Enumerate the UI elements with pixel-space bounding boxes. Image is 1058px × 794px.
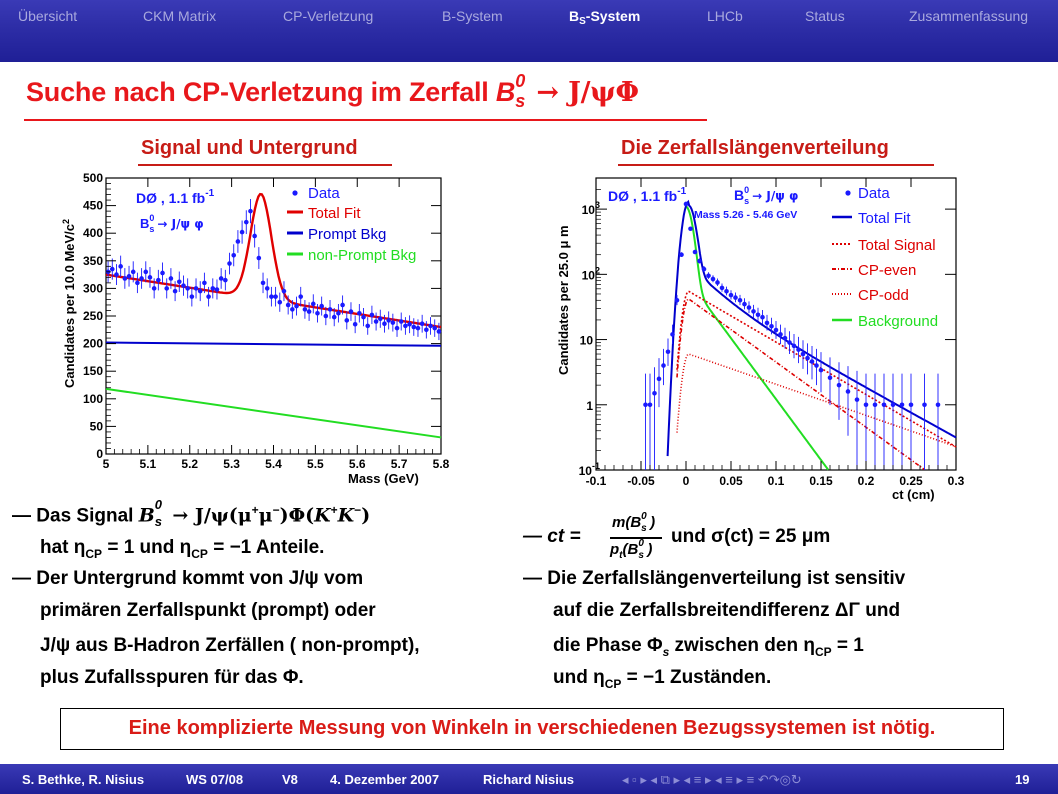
right-data-point <box>855 397 860 402</box>
lb1-g: )Φ( <box>279 504 315 527</box>
rb1-den-end: ) <box>647 541 653 558</box>
rb1-num-end: ) <box>650 514 656 531</box>
left-data-point <box>139 276 144 281</box>
left-data-point <box>432 326 437 331</box>
lb1-e: μ <box>258 504 273 527</box>
left-data-point <box>181 283 186 288</box>
rb5-b: = −1 Zuständen. <box>621 667 772 688</box>
left-bullet-1-line-2 <box>40 537 324 561</box>
left-data-point <box>219 276 224 281</box>
right-data-point <box>679 252 684 257</box>
left-data-point <box>353 322 358 327</box>
decay-length-plot <box>548 170 968 508</box>
left-xtick-label: 5.3 <box>223 457 240 471</box>
right-ytick-label: $10^2$ <box>581 265 600 283</box>
left-data-point <box>206 294 211 299</box>
right-bullet-2-line-2: auf die Zerfallsbreitendifferenz ΔΓ und <box>553 600 901 621</box>
lb1-i: + <box>330 503 338 517</box>
right-data-point <box>652 391 657 396</box>
right-section-underline <box>618 164 934 166</box>
left-data-point <box>152 286 157 291</box>
left-data-point <box>319 304 324 309</box>
left-data-point <box>202 281 207 286</box>
left-xtick-label: 5.2 <box>181 457 199 471</box>
left-data-point <box>173 289 178 294</box>
right-xtick-label: 0 <box>682 474 690 488</box>
right-plot-xlabel: ct (cm) <box>892 487 935 502</box>
left-ytick-label: 200 <box>82 336 103 351</box>
rb1-frac-den <box>610 538 653 561</box>
left-data-point <box>118 264 123 269</box>
title-prefix: Suche nach CP-Verletzung im Zerfall <box>26 77 496 107</box>
left-xtick-label: 5.1 <box>139 457 157 471</box>
left-plot-xlabel: Mass (GeV) <box>348 471 419 486</box>
left-data-point <box>164 286 169 291</box>
left-ytick-label: 400 <box>82 226 103 241</box>
right-xtick-label: 0.15 <box>809 474 833 488</box>
right-bullet-2-line-4 <box>553 667 771 691</box>
left-data-point <box>123 276 128 281</box>
lb2-b: = 1 und η <box>102 537 192 558</box>
right-data-point <box>643 402 648 407</box>
left-data-point <box>210 286 215 291</box>
left-data-point <box>110 267 115 272</box>
right-data-point <box>666 349 671 354</box>
nav-item-ckm-matrix[interactable]: CKM Matrix <box>143 8 217 24</box>
lb2-c: = −1 Anteile. <box>207 537 325 558</box>
right-legend-cp-even: CP-even <box>858 262 917 279</box>
title-underline <box>24 119 707 121</box>
nav-item-status[interactable]: Status <box>805 8 845 24</box>
right-data-point <box>738 298 743 303</box>
right-data-point <box>657 377 662 382</box>
left-data-point <box>324 314 329 319</box>
rb4-b: zwischen den η <box>669 635 815 656</box>
nav-item-bs-b: B <box>569 8 580 24</box>
left-data-point <box>378 316 383 321</box>
left-data-point <box>131 270 136 275</box>
lb1-h: K <box>314 504 331 527</box>
footer-semester: WS 07/08 <box>186 772 244 787</box>
left-data-point <box>190 294 195 299</box>
left-xtick-label: 5.4 <box>265 457 282 471</box>
right-ytick-label: 10 <box>579 333 593 348</box>
left-data-point <box>198 289 203 294</box>
left-ytick-label: 450 <box>82 198 103 213</box>
left-data-point <box>282 289 287 294</box>
right-legend-total-fit: Total Fit <box>858 210 911 227</box>
lb2-a: hat η <box>40 537 86 558</box>
left-data-point <box>169 276 174 281</box>
right-data-point <box>742 302 747 307</box>
right-data-point <box>693 250 698 255</box>
left-data-point <box>416 326 421 331</box>
left-data-point <box>386 318 391 323</box>
left-ytick-label: 250 <box>82 309 103 323</box>
right-legend-background: Background <box>858 313 939 330</box>
right-data-point <box>801 352 806 357</box>
title-b: B <box>495 77 516 107</box>
left-data-point <box>370 313 375 318</box>
left-data-point <box>194 286 199 291</box>
lb2-sub2: CP <box>191 546 208 561</box>
rb4-c: = 1 <box>831 635 864 656</box>
title-jpsi: J/ψΦ <box>568 77 639 108</box>
left-legend-nonprompt: non-Prompt Bkg <box>308 247 417 264</box>
right-xtick-label: 0.1 <box>767 474 785 488</box>
lb1-b: B <box>138 504 155 527</box>
nav-item-bs-suffix: -System <box>585 8 641 24</box>
right-data-point <box>720 286 725 291</box>
rb1-den-a: p <box>610 541 620 558</box>
right-data-point <box>769 324 774 329</box>
left-data-point <box>286 303 291 308</box>
left-data-point <box>290 307 295 312</box>
left-data-point <box>349 309 354 314</box>
right-data-point <box>711 277 716 282</box>
footer-date: 4. Dezember 2007 <box>330 772 440 787</box>
right-data-point <box>828 375 833 380</box>
left-data-point <box>127 274 132 279</box>
right-data-point <box>909 402 914 407</box>
footer-authors: S. Bethke, R. Nisius <box>22 772 145 787</box>
left-data-point <box>227 261 232 266</box>
left-data-point <box>407 322 412 327</box>
left-data-point <box>437 329 442 334</box>
left-data-point <box>374 319 379 324</box>
rb1-den-sup: 0 <box>638 538 644 549</box>
right-data-point <box>670 332 675 337</box>
title-arrow: → <box>527 77 569 108</box>
left-plot-ylabel: Candidates per 10.0 MeV/$c^2$ <box>61 218 77 388</box>
left-data-point <box>420 321 425 326</box>
right-xtick-label: -0.05 <box>627 474 655 488</box>
left-data-point <box>148 275 153 280</box>
right-ytick-label: $10^3$ <box>581 200 600 218</box>
right-data-point <box>846 389 851 394</box>
left-xtick-label: 5.7 <box>390 457 408 471</box>
right-xtick-label: 0.2 <box>857 474 875 488</box>
lb1-l: ) <box>361 504 371 527</box>
right-data-point <box>936 402 941 407</box>
right-data-point <box>873 402 878 407</box>
right-data-point <box>814 363 819 368</box>
lb1-c: → J/ψ(μ <box>165 504 252 527</box>
left-data-point <box>143 270 148 275</box>
rb1-ct-a: — ct = <box>523 526 581 547</box>
left-legend-prompt: Prompt Bkg <box>308 226 387 243</box>
right-data-point <box>751 309 756 314</box>
right-xtick-label: 0.25 <box>899 474 923 488</box>
lb2-sub1: CP <box>85 546 103 561</box>
left-data-point <box>328 307 333 312</box>
left-data-point <box>357 311 362 316</box>
left-data-point <box>248 209 253 214</box>
right-xtick-label: 0.3 <box>947 474 965 488</box>
nav-item-uebersicht[interactable]: Übersicht <box>18 8 78 24</box>
right-data-point <box>805 356 810 361</box>
right-data-point <box>765 321 770 326</box>
left-bullet-2-line-1: — Der Untergrund kommt von J/ψ vom <box>12 568 364 589</box>
right-data-point <box>787 340 792 345</box>
right-data-point <box>747 305 752 310</box>
legend-data-marker <box>292 190 297 195</box>
right-data-point <box>760 315 765 320</box>
left-data-point <box>303 307 308 312</box>
lb1-f: − <box>272 503 280 517</box>
left-xtick-label: 5 <box>102 457 110 471</box>
left-data-point <box>391 320 396 325</box>
rb1-frac-num-a: m(B <box>612 514 642 531</box>
left-data-point <box>265 286 270 291</box>
nav-item-b-system[interactable]: B-System <box>442 8 503 24</box>
left-data-point <box>269 294 274 299</box>
left-ytick-label: 350 <box>82 253 103 268</box>
footer-navigation-symbols[interactable]: ◂ ▫ ▸ ◂ ⧉ ▸ ◂ ≡ ▸ ◂ ≡ ▸ ≡ ↶↷◎↻ <box>622 772 802 787</box>
left-data-point <box>336 311 341 316</box>
left-xtick-label: 5.5 <box>307 457 324 471</box>
left-section-heading: Signal und Untergrund <box>141 137 358 159</box>
nav-item-bs-system[interactable] <box>569 8 640 26</box>
left-data-point <box>156 278 161 283</box>
nav-item-cp-verletzung[interactable]: CP-Verletzung <box>283 8 374 24</box>
left-data-point <box>273 294 278 299</box>
left-data-point <box>395 326 400 331</box>
title-sub: s <box>515 91 526 111</box>
right-xtick-label: -0.1 <box>585 474 607 488</box>
footer-speaker: Richard Nisius <box>483 772 575 787</box>
left-data-point <box>365 324 370 329</box>
left-ytick-label: 0 <box>96 447 103 461</box>
top-navigation-bar <box>0 0 1058 62</box>
left-bullet-2-line-3: J/ψ aus B-Hadron Zerfällen ( non-prompt), <box>40 635 420 656</box>
right-data-point <box>706 273 711 278</box>
left-data-point <box>294 304 299 309</box>
title-sup: 0 <box>515 71 526 91</box>
left-data-point <box>332 315 337 320</box>
left-ytick-label: 50 <box>89 419 103 434</box>
left-data-point <box>403 324 408 329</box>
left-ytick-label: 100 <box>82 391 103 406</box>
fraction-bar <box>610 537 662 539</box>
right-bullet-2-line-3 <box>553 635 864 659</box>
left-legend-data: Data <box>308 185 340 202</box>
left-decay-label: $B^0$ s → J/ψ φ <box>140 213 204 234</box>
left-data-point <box>231 253 236 258</box>
left-data-point <box>240 230 245 235</box>
left-data-point <box>135 281 140 286</box>
right-bullet-2-line-1: — Die Zerfallslängenverteilung ist sensitiv <box>523 568 906 589</box>
conclusion-callout: Eine komplizierte Messung von Winkeln in verschiedenen Bezugssystemen ist nötig. <box>60 708 1004 750</box>
footer-page-number: 19 <box>1015 772 1030 787</box>
right-data-point <box>810 359 815 364</box>
right-data-point <box>729 293 734 298</box>
right-data-point <box>648 402 653 407</box>
lb1-j: K <box>337 504 355 527</box>
left-data-point <box>344 318 349 323</box>
left-data-point <box>411 325 416 330</box>
right-legend-total-signal: Total Signal <box>858 237 936 254</box>
rb4-sub2: CP <box>814 644 832 659</box>
lb1-sup: 0 <box>154 497 162 512</box>
left-data-point <box>315 311 320 316</box>
right-ytick-label: $10^{-1}$ <box>578 461 600 478</box>
left-xtick-label: 5.6 <box>348 457 366 471</box>
rb5-sub: CP <box>604 676 622 691</box>
right-data-point <box>774 328 779 333</box>
rb1-den-mid: (B <box>622 541 639 558</box>
right-section-heading: Die Zerfallslängenverteilung <box>621 137 889 159</box>
right-mass-window: Mass 5.26 - 5.46 GeV <box>694 209 798 221</box>
left-ytick-label: 150 <box>82 364 103 379</box>
left-section-underline <box>138 164 392 166</box>
left-data-point <box>277 300 282 305</box>
right-legend-data: Data <box>858 185 890 202</box>
left-data-point <box>311 302 316 307</box>
right-data-point <box>796 347 801 352</box>
right-data-point <box>715 280 720 285</box>
right-data-point <box>688 226 693 231</box>
right-data-point <box>837 383 842 388</box>
left-data-point <box>428 324 433 329</box>
left-bullet-2-line-2: primären Zerfallspunkt (prompt) oder <box>40 600 376 621</box>
right-xtick-label: 0.05 <box>719 474 743 488</box>
right-data-point <box>864 402 869 407</box>
left-data-point <box>340 303 345 308</box>
right-data-point <box>756 312 761 317</box>
left-data-point <box>160 271 165 276</box>
rb1-frac-num <box>612 511 656 534</box>
left-legend-total-fit: Total Fit <box>308 205 361 222</box>
rb1-den-sub2: s <box>638 550 644 561</box>
right-data-point <box>778 332 783 337</box>
left-data-point <box>177 279 182 284</box>
right-data-point <box>684 202 689 207</box>
left-experiment-label: DØ , 1.1 $fb^{-1}$ <box>136 188 215 206</box>
rb4-a: die Phase Φ <box>553 635 663 656</box>
left-data-point <box>424 328 429 333</box>
left-data-point <box>114 272 119 277</box>
right-data-point <box>900 402 905 407</box>
left-data-point <box>223 278 228 283</box>
rb5-a: und η <box>553 667 605 688</box>
right-data-point <box>882 402 887 407</box>
right-data-point <box>724 289 729 294</box>
left-data-point <box>382 321 387 326</box>
left-data-point <box>185 286 190 291</box>
lb1-sub: s <box>154 514 162 529</box>
nav-item-bs-sub: S <box>579 16 586 27</box>
mass-distribution-plot <box>58 170 458 488</box>
right-data-point <box>733 295 738 300</box>
lb1-d: + <box>251 503 259 517</box>
right-plot-ylabel: Candidates per 25.0 μ m <box>556 225 571 375</box>
right-data-point <box>891 402 896 407</box>
right-data-point <box>702 267 707 272</box>
right-data-point <box>819 368 824 373</box>
left-ytick-label: 500 <box>82 171 103 185</box>
rb1-den-sub: t <box>619 550 623 561</box>
left-bullet-1-line-1 <box>12 497 371 529</box>
left-ytick-label: 300 <box>82 281 103 296</box>
right-experiment-label: DØ , 1.1 $fb^{-1}$ <box>608 186 687 204</box>
rb1-ct <box>523 526 581 548</box>
left-data-point <box>307 309 312 314</box>
right-legend-data-marker <box>845 190 850 195</box>
left-data-point <box>257 256 262 261</box>
left-data-point <box>244 220 249 225</box>
left-data-point <box>399 319 404 324</box>
left-bullet-2-line-4: plus Zufallsspuren für das Φ. <box>40 667 304 688</box>
right-data-point <box>661 363 666 368</box>
lb1-k: − <box>354 503 362 517</box>
slide-title <box>26 71 639 111</box>
footer-bar <box>0 764 1058 794</box>
right-ytick-label: 1 <box>586 398 593 413</box>
right-data-point <box>792 344 797 349</box>
right-data-point <box>922 402 927 407</box>
left-data-point <box>298 294 303 299</box>
left-data-point <box>252 234 257 239</box>
nav-item-lhcb[interactable]: LHCb <box>707 8 743 24</box>
left-data-point <box>215 287 220 292</box>
right-decay-label: $B^0$ s → J/ψ φ <box>734 185 799 206</box>
nav-item-zusammenfassung[interactable]: Zusammenfassung <box>909 8 1029 24</box>
right-data-point <box>675 298 680 303</box>
right-data-point <box>783 336 788 341</box>
footer-lecture: V8 <box>282 772 298 787</box>
rb1-num-sup: 0 <box>641 511 647 522</box>
rb1-num-sub: s <box>641 523 647 534</box>
lb1-a: — Das Signal <box>12 505 139 527</box>
right-data-point <box>697 259 702 264</box>
left-xtick-label: 5.8 <box>432 457 450 471</box>
rb4-sub: s <box>662 644 670 659</box>
left-data-point <box>261 281 266 286</box>
left-data-point <box>361 315 366 320</box>
right-legend-cp-odd: CP-odd <box>858 287 909 304</box>
rb1-ct-b: und σ(ct) = 25 μm <box>671 526 831 547</box>
left-data-point <box>236 239 241 244</box>
